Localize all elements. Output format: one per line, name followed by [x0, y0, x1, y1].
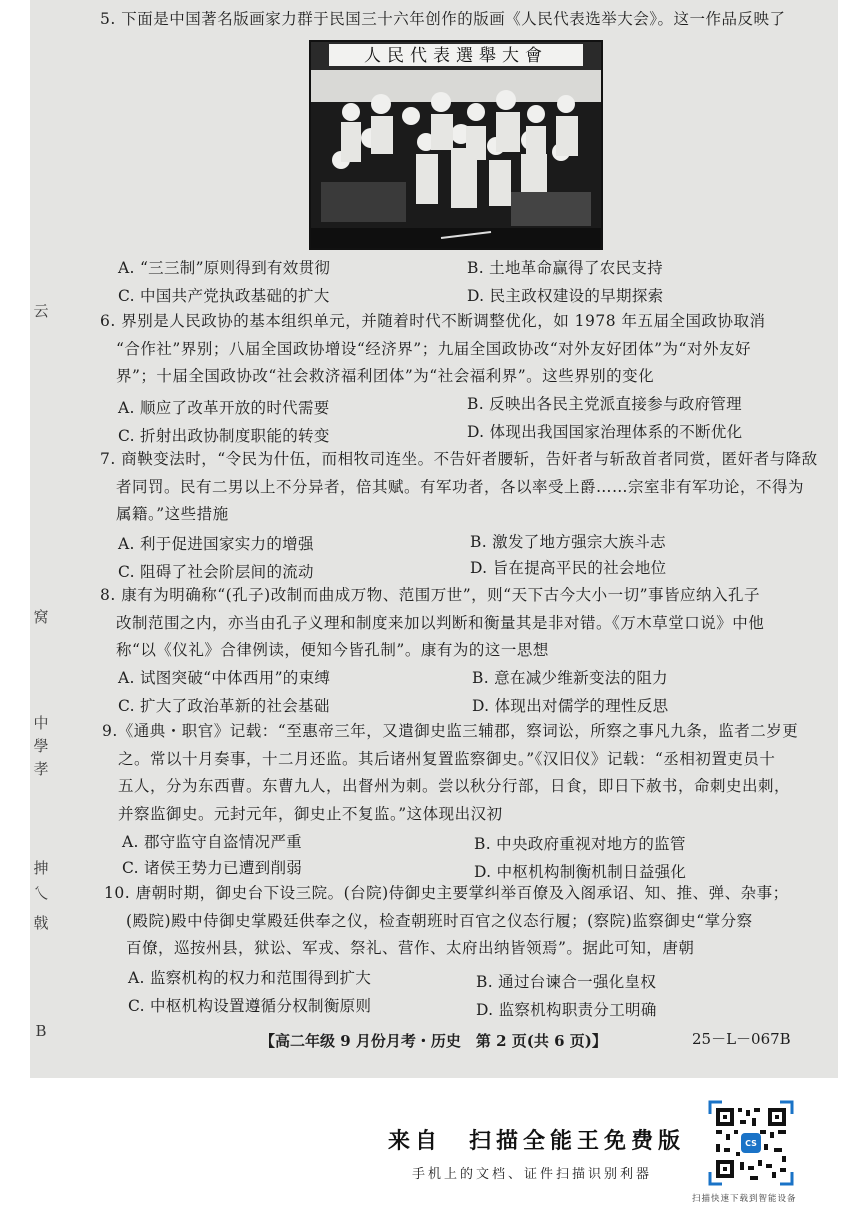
q6-option-a[interactable]: A. 顺应了改革开放的时代需要	[118, 399, 330, 417]
scanner-brand: 来自 扫描全能王免费版	[388, 1129, 686, 1154]
stem-line: 称“以《仪礼》合律例读，便知今皆孔制”。康有为的这一思想	[116, 641, 549, 659]
question-10-stem	[104, 880, 824, 963]
woodcut-print-image	[309, 40, 603, 250]
exam-page	[30, 0, 838, 1078]
margin-mark: 窝	[33, 608, 49, 626]
question-8-stem	[100, 582, 820, 665]
stem-line: (殿院)殿中侍御史掌殿廷供奉之仪，检查朝班时百官之仪态行履；(察院)监察御史“掌分察	[126, 911, 753, 930]
q9-option-c[interactable]: C. 诸侯王势力已遭到削弱	[122, 859, 303, 877]
q8-option-b[interactable]: B. 意在减少维新变法的阻力	[472, 669, 668, 687]
stem-line: 6. 界别是人民政协的基本组织单元，并随着时代不断调整优化，如 1978 年五届全国政协取消	[100, 312, 766, 330]
qr-caption: 扫描快速下载到智能设备	[692, 1194, 797, 1204]
margin-mark: 云	[33, 302, 49, 320]
q7-option-c[interactable]: C. 阻碍了社会阶层间的流动	[118, 563, 314, 581]
stem-line: 界”；十届全国政协改“社会救济福利团体”为“社会福利界”。这些界别的变化	[116, 367, 655, 385]
stem-line: 之。常以十月奏事，十二月还监。其后诸州复置监察御史。”《汉旧仪》记载：“丞相初置吏员十	[118, 749, 776, 768]
q8-option-a[interactable]: A. 试图突破“中体西用”的束缚	[118, 669, 331, 687]
stem-line: 属籍。”这些措施	[116, 505, 229, 523]
stem-line: 9.《通典・职官》记载：“至惠帝三年，又遣御史监三辅郡，察词讼，所察之事凡九条，监者二岁更	[102, 722, 799, 740]
q10-option-a[interactable]: A. 监察机构的权力和范围得到扩大	[128, 969, 372, 987]
q9-option-b[interactable]: B. 中央政府重视对地方的监管	[474, 835, 686, 853]
margin-mark: 孝	[33, 760, 49, 778]
stem-line: 并察监御史。元封元年，御史止不复监。”这体现出汉初	[118, 804, 503, 823]
margin-mark: 乀	[33, 884, 49, 902]
q6-option-d[interactable]: D. 体现出我国国家治理体系的不断优化	[467, 423, 743, 441]
banner-text: 人民代表選舉大會	[364, 46, 548, 66]
margin-mark: 戟	[33, 914, 49, 932]
q5-option-d[interactable]: D. 民主政权建设的早期探索	[467, 287, 664, 305]
question-6-stem	[100, 308, 820, 391]
margin-mark: B	[35, 1022, 47, 1040]
q5-option-a[interactable]: A. “三三制”原则得到有效贯彻	[118, 259, 331, 277]
q5-option-c[interactable]: C. 中国共产党执政基础的扩大	[118, 287, 330, 305]
scanner-tagline: 手机上的文档、证件扫描识别利器	[412, 1167, 653, 1182]
margin-mark: 中	[33, 714, 49, 732]
q10-option-b[interactable]: B. 通过台谏合一强化皇权	[476, 973, 657, 991]
q6-option-c[interactable]: C. 折射出政协制度职能的转变	[118, 427, 330, 445]
question-7-stem	[100, 446, 830, 529]
q8-option-c[interactable]: C. 扩大了政治革新的社会基础	[118, 697, 330, 715]
q7-option-d[interactable]: D. 旨在提高平民的社会地位	[470, 559, 667, 577]
woodcut-illustration	[311, 42, 601, 248]
stem-line: 百僚，巡按州县，狱讼、军戎、祭礼、营作、太府出纳皆领焉”。据此可知，唐朝	[126, 939, 695, 957]
q9-option-a[interactable]: A. 郡守监守自盗情况严重	[122, 833, 302, 851]
question-9-stem	[102, 718, 822, 828]
stem-line: 五人，分为东西曹。东曹九人，出督州为刺。尝以秋分行部，日食，即日下赦书，命刺史出刺，	[118, 777, 791, 795]
margin-mark: 學	[33, 737, 49, 755]
q6-option-b[interactable]: B. 反映出各民主党派直接参与政府管理	[467, 395, 742, 413]
stem-line: 者同罚。民有二男以上不分异者，倍其赋。有军功者，各以率受上爵……宗室非有军功论，不得为	[116, 477, 805, 496]
question-5-stem: 5. 下面是中国著名版画家力群于民国三十六年创作的版画《人民代表选举大会》。这一作品反映了	[100, 10, 786, 28]
q7-option-b[interactable]: B. 激发了地方强宗大族斗志	[470, 533, 666, 551]
q9-option-d[interactable]: D. 中枢机构制衡机制日益强化	[474, 863, 687, 881]
stem-line: 8. 康有为明确称“(孔子)改制而曲成万物、范围万世”，则“天下古今大小一切”事皆应纳入孔子	[100, 586, 761, 604]
q8-option-d[interactable]: D. 体现出对儒学的理性反思	[472, 697, 669, 715]
q7-option-a[interactable]: A. 利于促进国家实力的增强	[118, 535, 314, 553]
q10-option-c[interactable]: C. 中枢机构设置遵循分权制衡原则	[128, 997, 372, 1015]
q10-option-d[interactable]: D. 监察机构职责分工明确	[476, 1001, 657, 1019]
margin-mark: 抻	[33, 859, 49, 877]
stem-line: 10. 唐朝时期，御史台下设三院。(台院)侍御史主要掌纠举百僚及入阁承诏、知、推、弹、杂事；	[104, 884, 789, 902]
stem-line: “合作社”界别；八届全国政协增设“经济界”；九届全国政协改“对外友好团体”为“对外友好	[116, 339, 751, 358]
stem-line: 7. 商鞅变法时，“令民为什伍，而相牧司连坐。不告奸者腰斩，告奸者与斩敌首者同赏，匿奸者与降敌	[100, 450, 818, 468]
stem-line: 改制范围之内，亦当由孔子义理和制度来加以判断和衡量其是非对错。《万木草堂口说》中他	[116, 613, 765, 632]
q5-option-b[interactable]: B. 土地革命赢得了农民支持	[467, 259, 663, 277]
exam-code: 25－L－067B	[692, 1030, 791, 1048]
svg-text:CS: CS	[745, 1139, 757, 1148]
qr-code-icon[interactable]	[708, 1100, 794, 1186]
exam-footer-label: 【高二年级 9 月份月考・历史 第 2 页(共 6 页)】	[260, 1032, 607, 1050]
